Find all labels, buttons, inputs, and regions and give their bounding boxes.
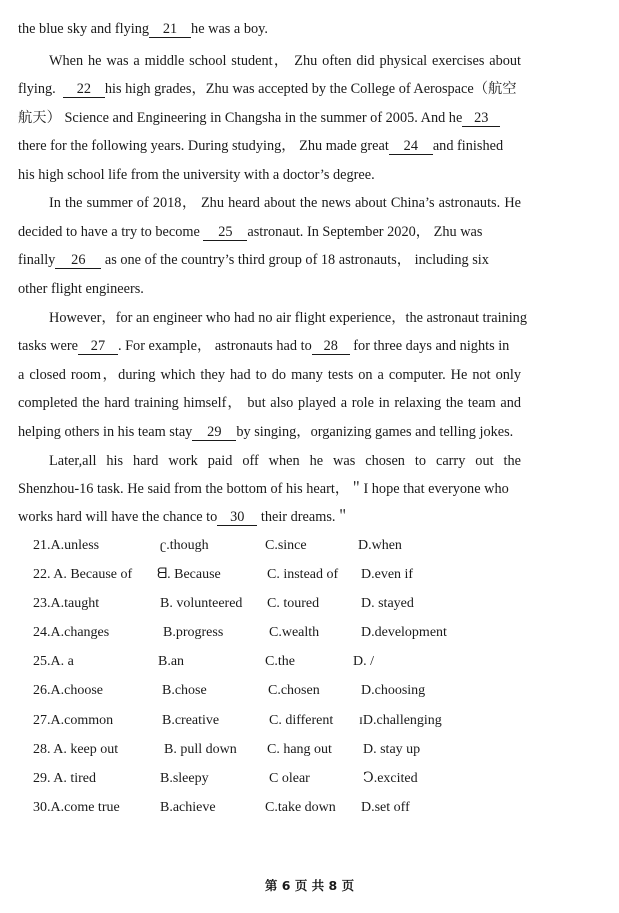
option-c[interactable]: C. instead of [267,567,339,582]
option-d[interactable]: D.choosing [361,683,426,698]
option-c[interactable]: C. toured [267,596,320,611]
option-b[interactable]: ᗺ. Because [157,567,221,582]
option-c[interactable]: C.wealth [269,625,320,640]
blank-24[interactable]: 24 [389,139,433,155]
text: . For example， astronauts had to [117,338,312,354]
passage-line-18 [18,508,521,526]
passage-line-5 [18,137,521,155]
passage-line-16: Later,all his hard work paid off when he was chosen to carry out the [49,453,521,469]
option-c[interactable]: C.the [265,654,295,669]
page-number-footer: 第 6 页 共 8 页 [264,878,355,893]
option-d[interactable]: D. stayed [361,596,414,611]
passage-line-15 [18,423,521,441]
text: works hard will have the chance to [18,509,218,525]
passage-line-1 [18,20,521,38]
option-b[interactable]: B.chose [162,683,207,698]
option-d[interactable]: D.development [361,625,447,640]
passage-line-8 [18,223,521,241]
option-b[interactable]: B.creative [162,713,220,728]
option-b[interactable]: B.an [158,654,185,669]
option-a[interactable]: 30.A.come true [33,800,120,815]
text: their dreams.＂ [257,509,350,525]
option-d[interactable]: D.when [358,538,402,553]
option-d[interactable]: D. / [353,654,374,669]
option-c[interactable]: C.since [265,538,307,553]
passage-line-13: a closed room，during which they had to do many tests on a computer. He not only [18,367,521,383]
option-b[interactable]: B.progress [163,625,224,640]
passage-line-4 [18,109,521,127]
text: as one of the country’s third group of 18 astronauts， including six [101,252,489,268]
option-a[interactable]: 23.A.taught [33,596,100,611]
option-a[interactable]: 24.A.changes [33,625,110,640]
option-a[interactable]: 26.A.choose [33,683,103,698]
option-a[interactable]: 29. A. tired [33,771,96,786]
blank-26[interactable]: 26 [55,253,101,269]
text: by singing，organizing games and telling jokes. [236,424,514,440]
option-d[interactable]: ɪD.challenging [359,713,442,728]
option-b[interactable]: B.sleepy [160,771,209,786]
text: he was a boy. [191,21,268,37]
passage-line-7: In the summer of 2018， Zhu heard about the news about China’s astronauts. He [49,195,521,211]
option-d[interactable]: D.even if [361,567,414,582]
option-d[interactable]: Ↄ.excited [363,771,418,786]
text: helping others in his team stay [18,424,193,440]
passage-line-2: When he was a middle school student， Zhu often did physical exercises about [49,53,521,69]
passage-line-3 [18,80,521,98]
passage-line-14: completed the hard training himself， but also played a role in relaxing the team and [18,395,521,411]
text: his high grades，Zhu was accepted by the College of Aerospace（航空 [104,81,517,97]
text: flying. [18,81,56,97]
text: 航天） Science and Engineering in Changsha in the summer of 2005. And he [18,110,463,126]
option-a[interactable]: 22. A. Because of [33,567,133,582]
option-d[interactable]: D.set off [361,800,410,815]
blank-29[interactable]: 29 [192,425,236,441]
text: there for the following years. During studying， Zhu made great [18,138,389,154]
text: tasks were [18,338,78,354]
option-a[interactable]: 28. A. keep out [33,742,119,757]
blank-23[interactable]: 23 [462,111,500,127]
option-c[interactable]: C olear [269,771,310,786]
passage-line-9 [18,251,521,269]
blank-28[interactable]: 28 [312,339,350,355]
option-b[interactable]: ʗ.though [160,538,209,553]
option-b[interactable]: B. volunteered [160,596,243,611]
text: and finished [432,138,504,154]
option-a[interactable]: 27.A.common [33,713,114,728]
blank-30[interactable]: 30 [217,510,257,526]
option-c[interactable]: C. hang out [267,742,332,757]
text: for three days and nights in [349,338,510,354]
option-c[interactable]: C.chosen [268,683,320,698]
passage-line-11: However，for an engineer who had no air flight experience，the astronaut training [49,310,527,326]
blank-25[interactable]: 25 [203,225,247,241]
blank-21[interactable]: 21 [149,22,191,38]
blank-22[interactable]: 22 [63,82,105,98]
passage-line-17: Shenzhou-16 task. He said from the bottom of his heart，＂I hope that everyone who [18,481,509,497]
option-b[interactable]: B.achieve [160,800,216,815]
text: the blue sky and flying [18,21,150,37]
blank-27[interactable]: 27 [78,339,118,355]
option-a[interactable]: 21.A.unless [33,538,100,553]
option-a[interactable]: 25.A. a [33,654,74,669]
text: decided to have a try to become [18,224,200,240]
passage-line-12 [18,337,521,355]
option-c[interactable]: C. different [269,713,334,728]
text: finally [18,252,56,268]
option-d[interactable]: D. stay up [363,742,421,757]
passage-line-6: his high school life from the university with a doctor’s degree. [18,167,375,183]
option-b[interactable]: B. pull down [164,742,237,757]
passage-line-10: other flight engineers. [18,281,144,297]
option-c[interactable]: C.take down [265,800,336,815]
text: astronaut. In September 2020， Zhu was [247,224,483,240]
